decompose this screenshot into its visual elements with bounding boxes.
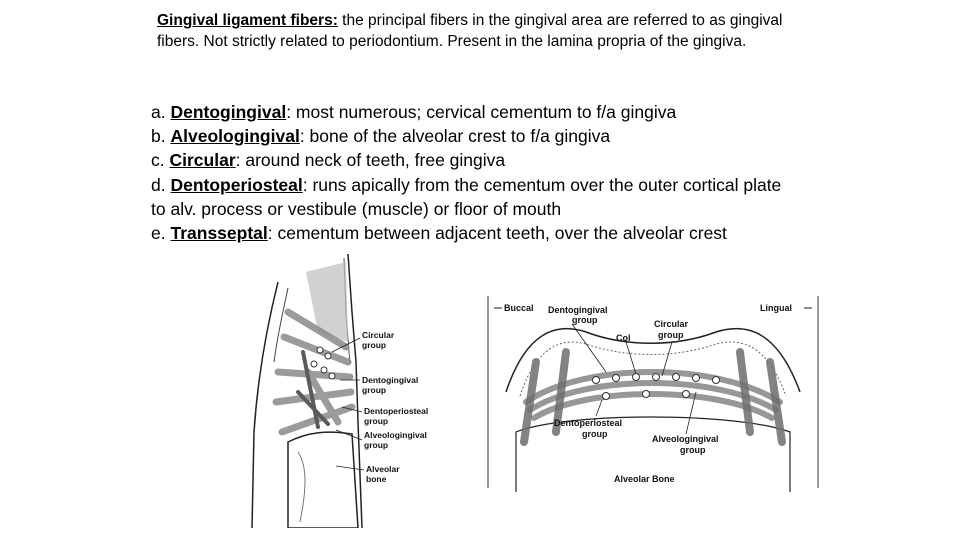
label-dentoperiosteal: Dentoperiosteal xyxy=(364,406,429,416)
label-dentogingival: Dentogingival xyxy=(548,305,608,315)
label-lingual: Lingual xyxy=(760,303,792,313)
label-dentoperiosteal: Dentoperiosteal xyxy=(554,418,623,428)
label-col: Col xyxy=(616,333,631,343)
list-item-letter: b. xyxy=(151,126,166,147)
list-item-name: Circular xyxy=(169,150,236,171)
gingival-fibers-section-figure xyxy=(248,252,460,528)
label-alveolar-bone: Alveolar Bone xyxy=(614,474,675,484)
list-item xyxy=(151,173,791,221)
list-item xyxy=(151,100,851,124)
label-alveologingival-group: group xyxy=(680,445,706,455)
list-item-desc: : runs apically from the cementum over the outer cortical plate to alv. process or vestibule (muscle) or floor of mouth xyxy=(151,174,782,219)
list-item-desc: : around neck of teeth, free gingiva xyxy=(235,150,506,171)
list-item-letter: c. xyxy=(151,150,165,171)
intro-text: the principal fibers in the gingival area are referred to as gingival fibers. Not strictly related to periodontium. Present in the lamina propria of the gingiva. xyxy=(157,12,783,50)
col-section-figure xyxy=(486,292,820,492)
list-item-name: Dentogingival xyxy=(170,102,287,122)
label-circular-group: group xyxy=(362,340,387,350)
col-drawing xyxy=(486,292,820,492)
label-dentogingival: Dentogingival xyxy=(362,375,419,385)
epithelium-outline xyxy=(274,288,288,362)
list-item xyxy=(151,221,851,245)
label-alveologingival: Alveologingival xyxy=(364,430,427,440)
list-item-desc: : most numerous; cervical cementum to f/a gingiva xyxy=(286,102,677,122)
label-dentoperiosteal-group: group xyxy=(364,416,389,426)
label-dentogingival-group: group xyxy=(572,315,598,325)
left-figure-labels xyxy=(362,330,428,484)
list-item-letter: a. xyxy=(151,102,166,122)
list-item-name: Dentoperiosteal xyxy=(170,174,303,195)
label-dentoperiosteal-group: group xyxy=(582,429,608,439)
list-item-name: Alveologingival xyxy=(170,126,300,147)
label-alveolar: Alveolar xyxy=(366,464,400,474)
intro-term: Gingival ligament fibers: xyxy=(157,12,338,29)
list-item xyxy=(151,124,851,148)
alveolar-bone-shape xyxy=(288,432,358,528)
label-alveologingival-group: group xyxy=(364,440,389,450)
label-alveolar-bone: bone xyxy=(366,474,387,484)
label-alveologingival: Alveologingival xyxy=(652,434,719,444)
list-item-letter: d. xyxy=(151,174,166,195)
fiber-list xyxy=(151,100,851,245)
label-circular: Circular xyxy=(654,319,689,329)
label-buccal: Buccal xyxy=(504,303,534,313)
list-item-letter: e. xyxy=(151,223,166,244)
list-item xyxy=(151,148,851,172)
list-item-name: Transseptal xyxy=(170,223,268,244)
section-drawing xyxy=(248,252,460,528)
gingiva-outline xyxy=(252,282,278,528)
intro-paragraph xyxy=(157,10,817,52)
list-item-desc: : cementum between adjacent teeth, over the alveolar crest xyxy=(267,223,727,244)
label-circular: Circular xyxy=(362,330,395,340)
label-dentogingival-group: group xyxy=(362,385,387,395)
label-circular-group: group xyxy=(658,330,684,340)
list-item-desc: : bone of the alveolar crest to f/a gingiva xyxy=(299,126,611,147)
